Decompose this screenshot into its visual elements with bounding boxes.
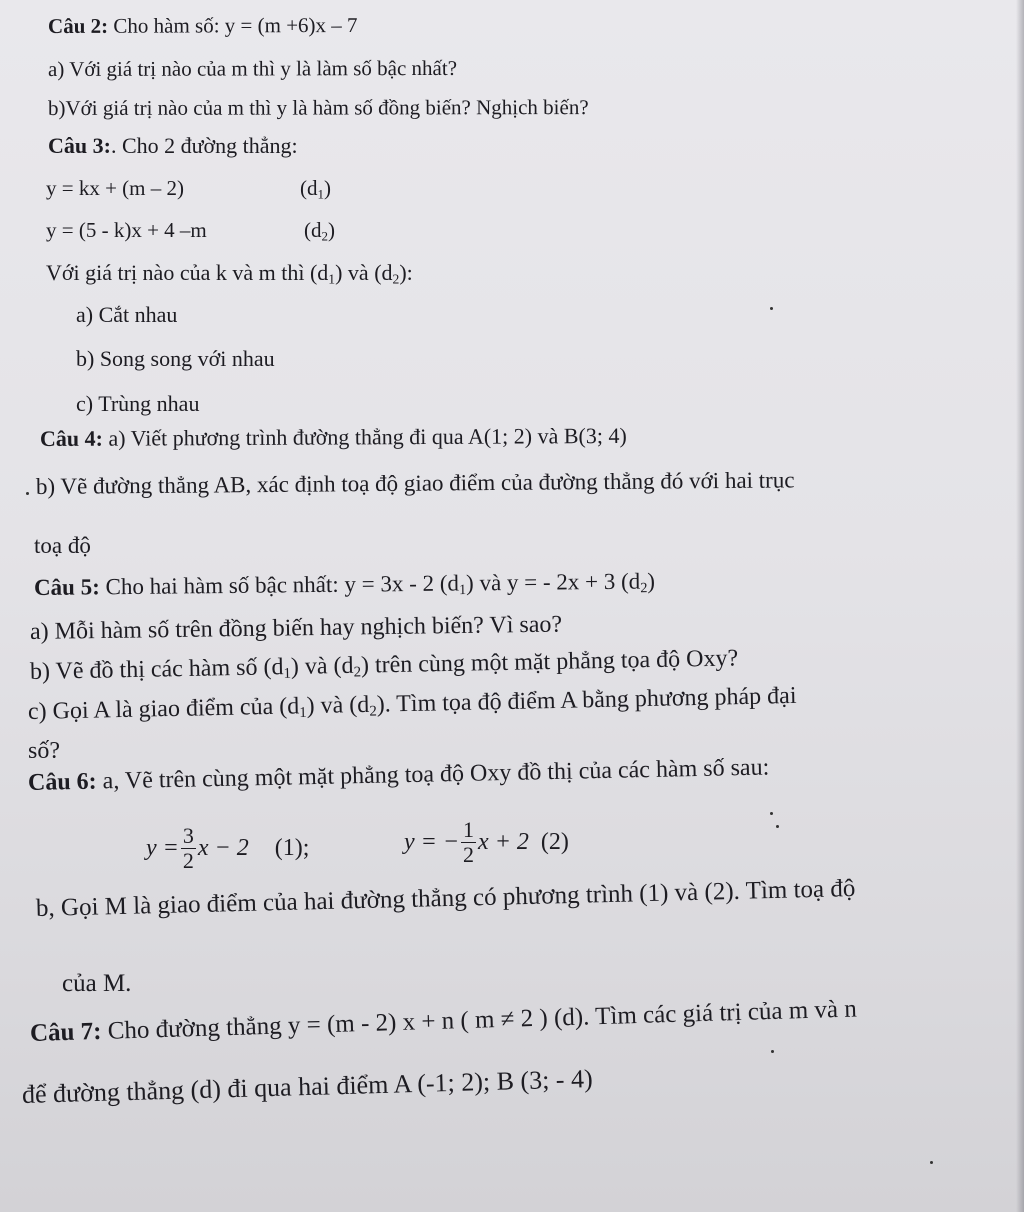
q3-eq1: [46, 176, 332, 202]
q3-text: . Cho 2 đường thẳng:: [110, 133, 298, 158]
q4-heading: Câu 4:: [39, 425, 104, 451]
q3-eq2: [46, 218, 336, 244]
q2-b: b)Với giá trị nào của m thì y là hàm số đồng biến? Nghịch biến?: [47, 95, 589, 120]
page-edge-shadow: [1016, 0, 1024, 1212]
q5-c: c) Gọi A là giao điểm của $(d_1)$ và $(d_2)$. Tìm tọa độ điểm A bằng phương pháp đại: [27, 682, 797, 725]
q3-line: [48, 133, 298, 159]
q3-a: a) Cắt nhau: [76, 302, 178, 327]
q3-c: c) Trùng nhau: [76, 391, 200, 416]
q2-text: Cho hàm số: y = (m +6)x – 7: [113, 12, 358, 38]
q6-formula-2: y = − $\frac{1}{2}$ x + 2 (2): [404, 817, 569, 867]
q3-heading: Câu 3:: [48, 133, 111, 158]
q5-heading: Câu 5:: [33, 574, 100, 600]
q2-heading: Câu 2:: [47, 13, 109, 38]
q4-b-cont: toạ độ: [34, 533, 91, 558]
paper-speck: [770, 307, 773, 310]
paper-speck: [776, 825, 779, 828]
q5-a: a) Mỗi hàm số trên đồng biến hay nghịch biến? Vì sao?: [29, 611, 563, 645]
q6-f1-fraction: $\frac{3}{2}$: [182, 823, 194, 873]
q6-heading: Câu 6:: [27, 768, 97, 796]
q3-eq2-label: $(d_2)$: [304, 218, 336, 244]
q6-b-cont: của M.: [62, 970, 132, 997]
paper-speck: [930, 1161, 933, 1164]
q2-line: [48, 13, 358, 39]
q5-c-cont: số?: [28, 738, 60, 764]
q3-eq1-label: $(d_1)$: [300, 176, 332, 202]
q4-a: a) Viết phương trình đường thẳng đi qua A(1; 2) và B(3; 4): [102, 422, 627, 451]
q7-text: Cho đường thẳng y = (m - 2) x + n ( m ≠ 2 ) (d). Tìm các giá trị của m và n: [101, 995, 858, 1045]
q3-eq1-expr: y = kx + (m – 2): [46, 176, 185, 200]
q7-heading: Câu 7:: [29, 1017, 102, 1047]
paper-speck: [26, 492, 29, 495]
q2-a: a) Với giá trị nào của m thì y là làm số bậc nhất?: [47, 55, 458, 81]
q3-prompt: Với giá trị nào của k và m thì $(d_1)$ và $(d_2)$:: [46, 260, 413, 287]
q7-cont: để đường thẳng (d) đi qua hai điểm A (-1; 2); B (3; - 4): [21, 1064, 594, 1109]
paper-speck: [771, 1050, 774, 1053]
q4-line-a: [40, 423, 627, 452]
q7-line: [30, 995, 858, 1048]
q5-line: Câu 5: Cho hai hàm số bậc nhất: y = 3x - 2 $(d_1)$ và y = - 2x + 3 $(d_2)$: [33, 568, 656, 600]
q3-eq2-expr: y = (5 - k)x + 4 –m: [46, 218, 207, 242]
q6-line-a: [28, 754, 770, 797]
q6-a: a, Vẽ trên cùng một mặt phẳng toạ độ Oxy đồ thị của các hàm số sau:: [96, 754, 770, 795]
q5-b: b) Vẽ đồ thị các hàm số $(d_1)$ và $(d_2)$ trên cùng một mặt phẳng tọa độ Oxy?: [29, 645, 739, 685]
q6-f2-fraction: $\frac{1}{2}$: [463, 817, 475, 867]
q4-b: b) Vẽ đường thẳng AB, xác định toạ độ giao điểm của đường thẳng đó với hai trục: [35, 467, 795, 499]
q3-b: b) Song song với nhau: [76, 346, 275, 371]
q6-b: b, Gọi M là giao điểm của hai đường thẳng có phương trình (1) và (2). Tìm toạ độ: [35, 874, 856, 922]
paper-speck: [770, 812, 773, 815]
q6-formula-1: y = $\frac{3}{2}$ x − 2 (1);: [146, 823, 310, 873]
